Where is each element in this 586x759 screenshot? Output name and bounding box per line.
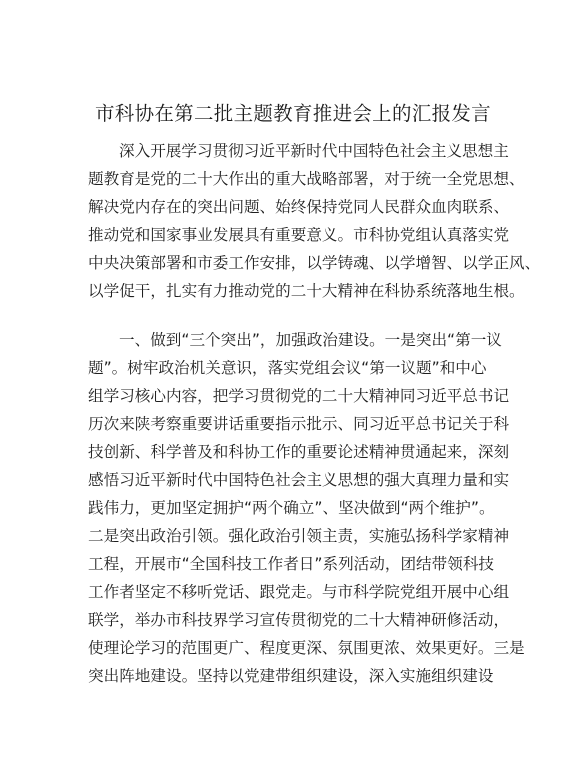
document-title: 市科协在第二批主题教育推进会上的汇报发言 (94, 102, 491, 125)
text-line: 工作者坚定不移听党话、跟党走。与市科学院党组开展中心组 (88, 583, 510, 601)
text-line: 使理论学习的范围更广、程度更深、氛围更浓、效果更好。三是 (88, 639, 525, 657)
text-line: 一、做到“三个突出”，加强政治建设。一是突出“第一议 (119, 331, 502, 349)
text-line: 推动党和国家事业发展具有重要意义。市科协党组认真落实党 (88, 226, 510, 244)
text-line: 联学，举办市科技界学习宣传贯彻党的二十大精神研修活动， (88, 611, 510, 629)
text-line: 践伟力，更加坚定拥护“两个确立”、坚决做到“两个维护”。 (88, 499, 495, 517)
text-line: 以学促干，扎实有力推动党的二十大精神在科协系统落地生根。 (88, 282, 525, 300)
text-line: 题”。树牢政治机关意识，落实党组会议“第一议题”和中心 (88, 359, 487, 377)
text-line: 中央决策部署和市委工作安排，以学铸魂、以学增智、以学正风、 (88, 254, 541, 272)
text-line: 技创新、科学普及和科协工作的重要论述精神贯通起来，深刻 (88, 443, 510, 461)
text-line: 二是突出政治引领。强化政治引领主责，实施弘扬科学家精神 (88, 527, 510, 545)
text-line: 历次来陕考察重要讲话重要指示批示、同习近平总书记关于科 (88, 415, 510, 433)
text-line: 感悟习近平新时代中国特色社会主义思想的强大真理力量和实 (88, 471, 510, 489)
text-line: 组学习核心内容，把学习贯彻党的二十大精神同习近平总书记 (88, 387, 510, 405)
text-line: 工程，开展市“全国科技工作者日”系列活动，团结带领科技 (88, 555, 495, 573)
paragraph-intro (88, 137, 541, 305)
text-line: 题教育是党的二十大作出的重大战略部署，对于统一全党思想、 (88, 170, 525, 188)
text-line: 深入开展学习贯彻习近平新时代中国特色社会主义思想主 (119, 142, 509, 160)
text-line: 突出阵地建设。坚持以党建带组织建设，深入实施组织建设 (88, 667, 494, 685)
paragraph-section-one (88, 326, 525, 690)
text-line: 解决党内存在的突出问题、始终保持党同人民群众血肉联系、 (88, 198, 510, 216)
